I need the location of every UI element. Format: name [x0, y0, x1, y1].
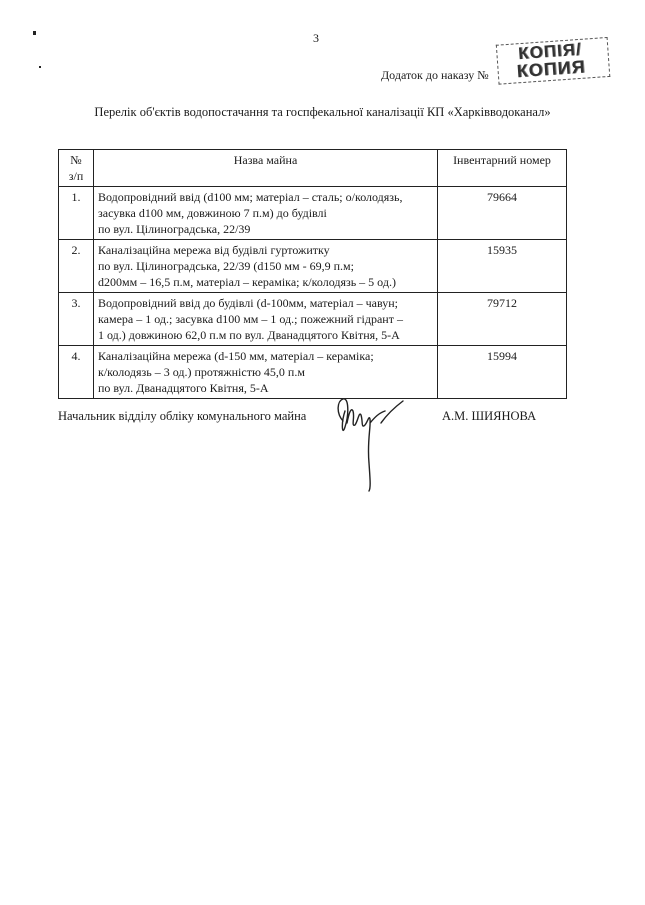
- row-inventory: 79664: [438, 187, 567, 240]
- row-number: 3.: [59, 293, 94, 346]
- signature: [333, 393, 413, 498]
- row-number: 2.: [59, 240, 94, 293]
- signer-name: А.М. ШИЯНОВА: [442, 409, 537, 423]
- page-number: 3: [313, 31, 319, 45]
- table-row: [59, 346, 567, 399]
- row-name-line: d200мм – 16,5 п.м, матеріал – кераміка; к/колодязь – 5 од.): [98, 275, 396, 289]
- header-number-abbr: з/п: [68, 169, 84, 183]
- table-row: [59, 293, 567, 346]
- row-inventory: 79712: [438, 293, 567, 346]
- row-number: 4.: [59, 346, 94, 399]
- row-name-line: Каналізаційна мережа (d-150 мм, матеріал – кераміка;: [98, 349, 374, 363]
- header-number-sign: №: [70, 153, 82, 167]
- copy-stamp: [490, 36, 612, 84]
- row-name-line: засувка d100 мм, довжиною 7 п.м) до будівлі: [98, 206, 327, 220]
- row-name-line: 1 од.) довжиною 62,0 п.м по вул. Дванадцятого Квітня, 5-А: [98, 328, 400, 342]
- signer-title: Начальник відділу обліку комунального майна: [58, 409, 307, 423]
- row-name: [94, 240, 438, 293]
- row-inventory: 15935: [438, 240, 567, 293]
- stamp-text: КОПИЯ: [516, 56, 587, 82]
- stamp-text: КОПІЯ/: [517, 39, 583, 64]
- row-name-line: по вул. Цілиноградська, 22/39 (d150 мм - 69,9 п.м;: [98, 259, 354, 273]
- row-name-line: камера – 1 од.; засувка d100 мм – 1 од.; пожежний гідрант –: [98, 312, 403, 326]
- scan-speck: [33, 31, 36, 35]
- header-number: [59, 150, 94, 187]
- document-title: Перелік об'єктів водопостачання та госпфекальної каналізації КП «Харківводоканал»: [94, 105, 551, 119]
- table-header: [59, 150, 567, 187]
- property-table: [58, 149, 567, 399]
- row-name-line: Каналізаційна мережа від будівлі гуртожитку: [98, 243, 330, 257]
- table-body: [59, 187, 567, 399]
- row-name: [94, 293, 438, 346]
- row-name-line: по вул. Дванадцятого Квітня, 5-А: [98, 381, 269, 395]
- row-name-line: Водопровідний ввід (d100 мм; матеріал – сталь; о/колодязь,: [98, 190, 403, 204]
- addendum-reference: Додаток до наказу №: [381, 68, 489, 82]
- table-row: [59, 240, 567, 293]
- row-number: 1.: [59, 187, 94, 240]
- table-row: [59, 187, 567, 240]
- row-inventory: 15994: [438, 346, 567, 399]
- row-name: [94, 187, 438, 240]
- row-name-line: к/колодязь – 3 од.) протяжністю 45,0 п.м: [98, 365, 305, 379]
- row-name: [94, 346, 438, 399]
- scan-speck: [39, 66, 41, 68]
- row-name-line: Водопровідний ввід до будівлі (d-100мм, матеріал – чавун;: [98, 296, 398, 310]
- header-name: Назва майна: [94, 150, 438, 187]
- header-inventory: Інвентарний номер: [438, 150, 567, 187]
- row-name-line: по вул. Цілиноградська, 22/39: [98, 222, 251, 236]
